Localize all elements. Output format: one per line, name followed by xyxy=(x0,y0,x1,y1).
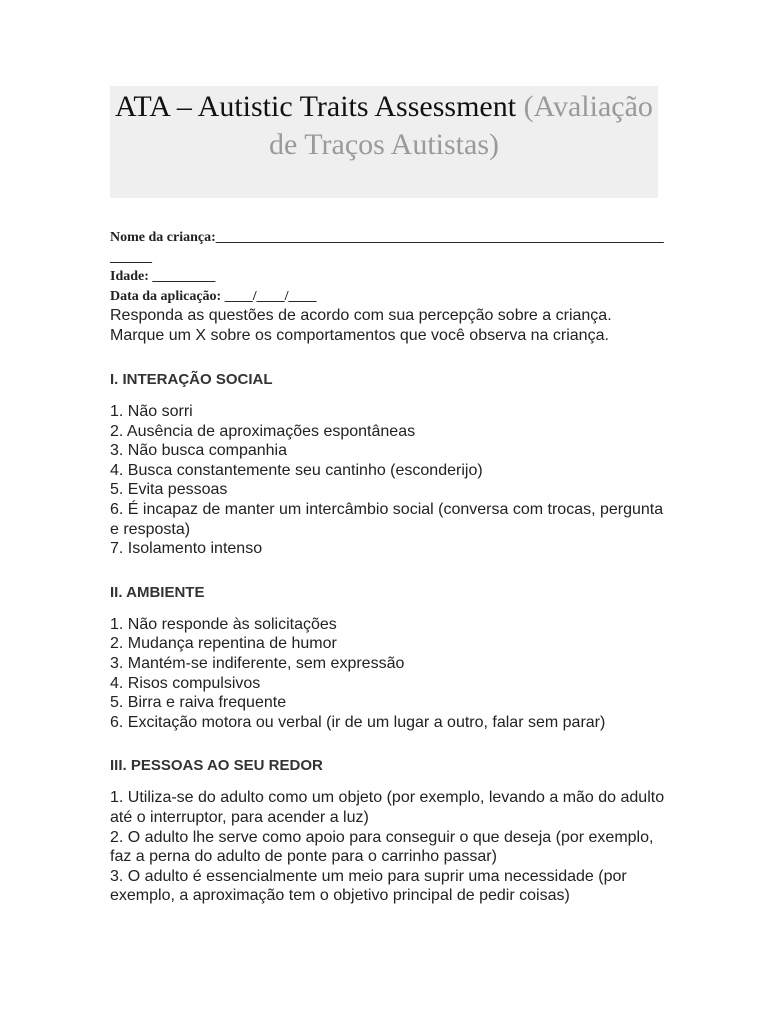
document-body xyxy=(110,228,670,906)
child-name-field: Nome da criança:______________________________________________________________________ xyxy=(110,230,664,265)
list-item: 4. Busca constantemente seu cantinho (esconderijo) xyxy=(110,461,483,479)
section-social-interaction xyxy=(110,370,670,559)
list-item: 7. Isolamento intenso xyxy=(110,540,263,558)
list-item: 5. Evita pessoas xyxy=(110,481,228,499)
list-item: 1. Utiliza-se do adulto como um objeto (por exemplo, levando a mão do adulto até o interruptor, para acender a luz) xyxy=(110,789,665,826)
list-item: 1. Não sorri xyxy=(110,403,193,420)
section-title: II. AMBIENTE xyxy=(110,583,205,601)
list-item: 6. É incapaz de manter um intercâmbio social (conversa com trocas, pergunta e resposta) xyxy=(110,500,664,538)
document-title: ATA – Autistic Traits Assessment xyxy=(115,90,517,123)
age-field: Idade: _________ xyxy=(110,269,216,284)
instruction-line: Marque um X sobre os comportamentos que você observa na criança. xyxy=(110,327,609,344)
title-banner xyxy=(110,86,658,198)
section-title: III. PESSOAS AO SEU REDOR xyxy=(110,757,323,775)
list-item: 3. O adulto é essencialmente um meio para suprir uma necessidade (por exemplo, a aproximação tem o objetivo principal de pedir coisas) xyxy=(110,867,627,905)
list-item: 4. Risos compulsivos xyxy=(110,674,261,692)
list-item: 6. Excitação motora ou verbal (ir de um lugar a outro, falar sem parar) xyxy=(110,713,606,731)
list-item: 1. Não responde às solicitações xyxy=(110,615,337,633)
list-item: 2. O adulto lhe serve como apoio para conseguir o que deseja (por exemplo, faz a perna do adulto de ponte para o carrinho passar) xyxy=(110,828,654,866)
section-title: I. INTERAÇÃO SOCIAL xyxy=(110,371,273,388)
list-item: 2. Ausência de aproximações espontâneas xyxy=(110,422,416,440)
instruction-line: Responda as questões de acordo com sua percepção sobre a criança. xyxy=(110,307,612,324)
list-item: 5. Birra e raiva frequente xyxy=(110,694,287,712)
application-date-field: Data da aplicação: ____/____/____ xyxy=(110,288,317,304)
document-subtitle: (Avaliação de Traços Autistas) xyxy=(268,90,653,161)
list-item: 3. Mantém-se indiferente, sem expressão xyxy=(110,654,405,672)
list-item: 2. Mudança repentina de humor xyxy=(110,635,337,653)
section-people-around xyxy=(110,756,670,906)
section-environment xyxy=(110,583,670,733)
list-item: 3. Não busca companhia xyxy=(110,442,287,460)
